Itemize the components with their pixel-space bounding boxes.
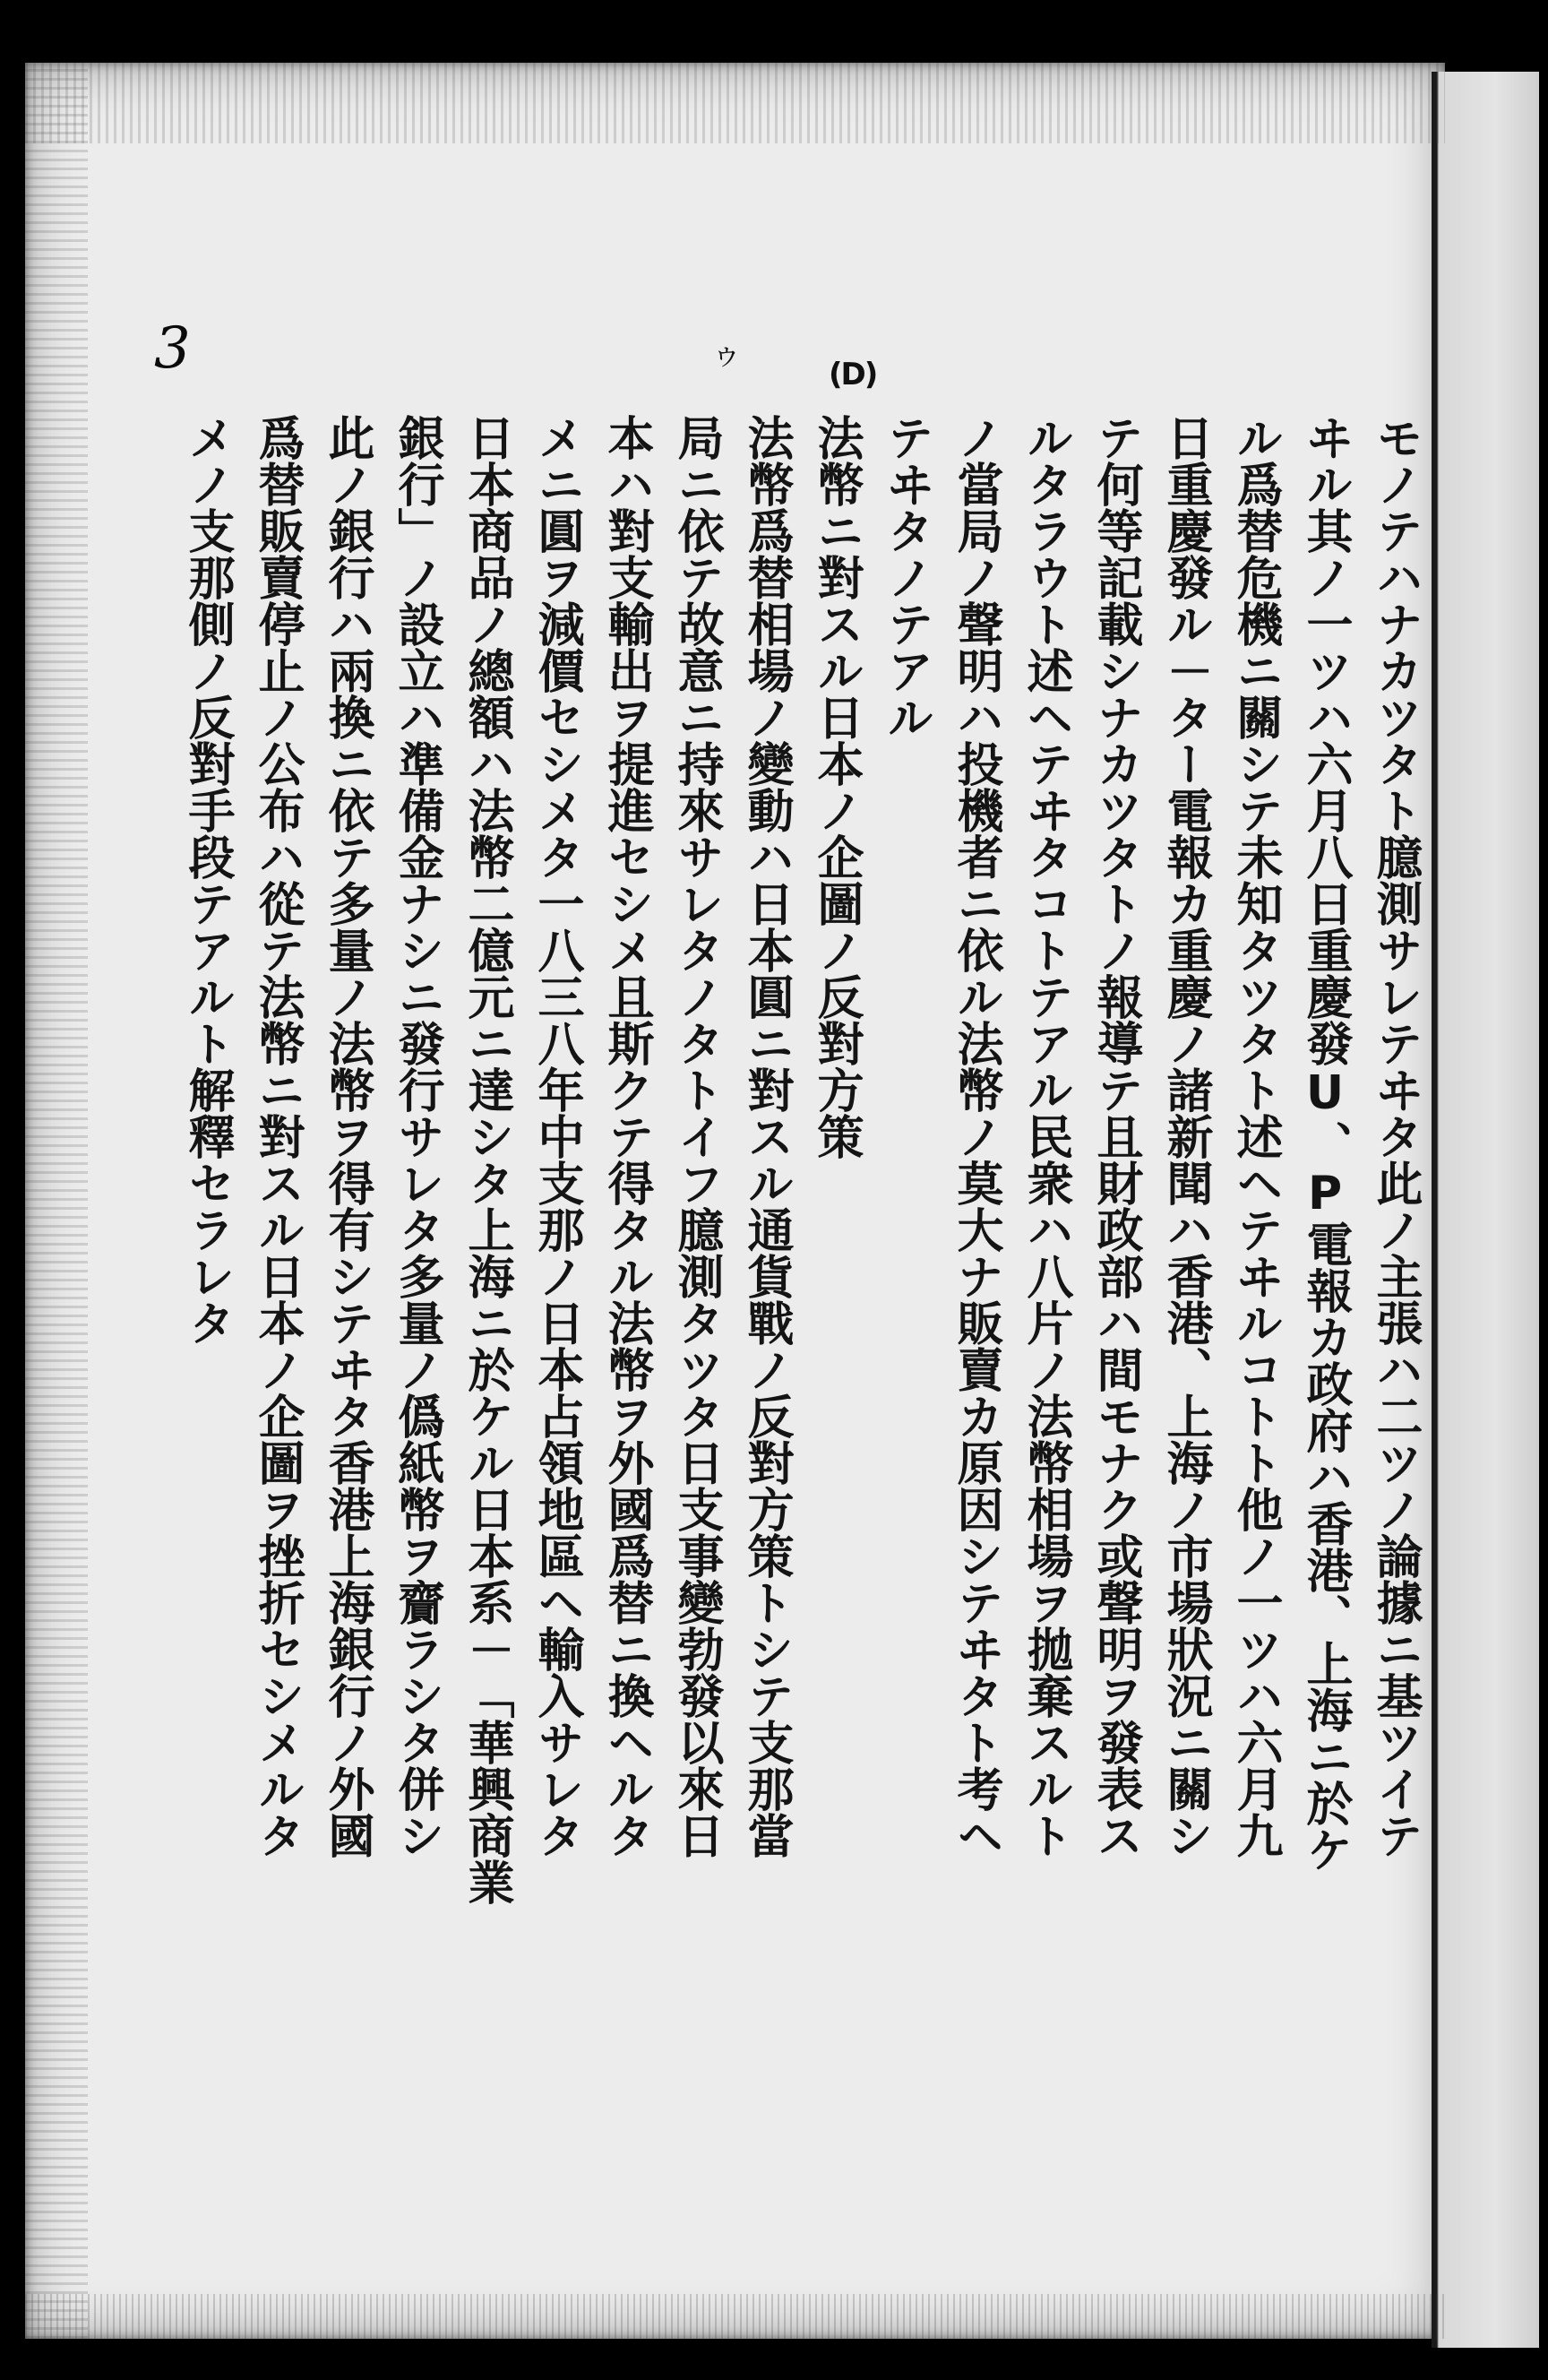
page-number: 3 [154, 315, 191, 382]
text-column-16: 此ノ銀行ハ兩換ニ依テ多量ノ法幣ヲ得有シテヰタ香港上海銀行ノ外國 [320, 414, 374, 1858]
text-column-2: ヰル其ノ一ツハ六月八日重慶發U、P電報カ政府ハ香港、上海ニ於ケ [1298, 414, 1352, 1873]
section-label: (D) [829, 357, 877, 392]
scan-noise-left [25, 63, 88, 2339]
adjacent-page-edge [1432, 72, 1539, 2348]
text-column-11: 局ニ依テ故意ニ持來サレタノタトイフ臆測タツタ日支事變勃發以來日 [669, 414, 723, 1858]
text-column-15: 銀行」ノ設立ハ準備金ナシニ發行サレタ多量ノ僞紙幣ヲ齎ラシタ併シ [390, 414, 443, 1858]
text-column-3: ル爲替危機ニ關シテ未知タツタト述ヘテヰルコトト他ノ一ツハ六月九 [1228, 414, 1282, 1858]
text-column-13: メニ圓ヲ減價セシメタ一八三八年中支那ノ日本占領地區ヘ輸入サレタ [529, 414, 583, 1858]
text-column-17: 爲替販賣停止ノ公布ハ從テ法幣ニ對スル日本ノ企圖ヲ挫折セシメルタ [250, 414, 304, 1858]
scan-noise-bottom [25, 2294, 1445, 2339]
text-column-18: メノ支那側ノ反對手段テアルト解釋セラレタ [180, 414, 234, 1346]
section-heading: 法幣ニ對スル日本ノ企圖ノ反對方策 [809, 414, 863, 1160]
text-column-7: ノ當局ノ聲明ハ投機者ニ依ル法幣ノ莫大ナ販賣カ原因シテヰタト考ヘ [949, 414, 1002, 1858]
text-column-8: テヰタノテアル [879, 414, 933, 740]
text-column-10: 法幣爲替相場ノ變動ハ日本圓ニ對スル通貨戰ノ反對方策トシテ支那當 [739, 414, 793, 1858]
text-column-14: 日本商品ノ總額ハ法幣二億元ニ達シタ上海ニ於ケル日本系－「華興商業 [460, 414, 513, 1905]
text-column-1: モノテハナカツタト臆測サレテヰタ此ノ主張ハ二ツノ論據ニ基ツイテ [1368, 414, 1422, 1858]
text-column-4: 日重慶發ル－ター電報カ重慶ノ諸新聞ハ香港、上海ノ市場狀況ニ關シ [1158, 414, 1212, 1858]
page-mark: ゥ [711, 337, 742, 373]
scan-noise-top [25, 63, 1445, 143]
text-column-12: 本ハ對支輸出ヲ提進セシメ且斯クテ得タル法幣ヲ外國爲替ニ換ヘルタ [599, 414, 653, 1858]
text-column-5: テ何等記載シナカツタトノ報導テ且財政部ハ間モナク或聲明ヲ發表ス [1088, 414, 1142, 1858]
text-column-6: ルタラウト述ヘテヰタコトテアル民衆ハ八片ノ法幣相場ヲ拋棄スルト [1019, 414, 1072, 1858]
